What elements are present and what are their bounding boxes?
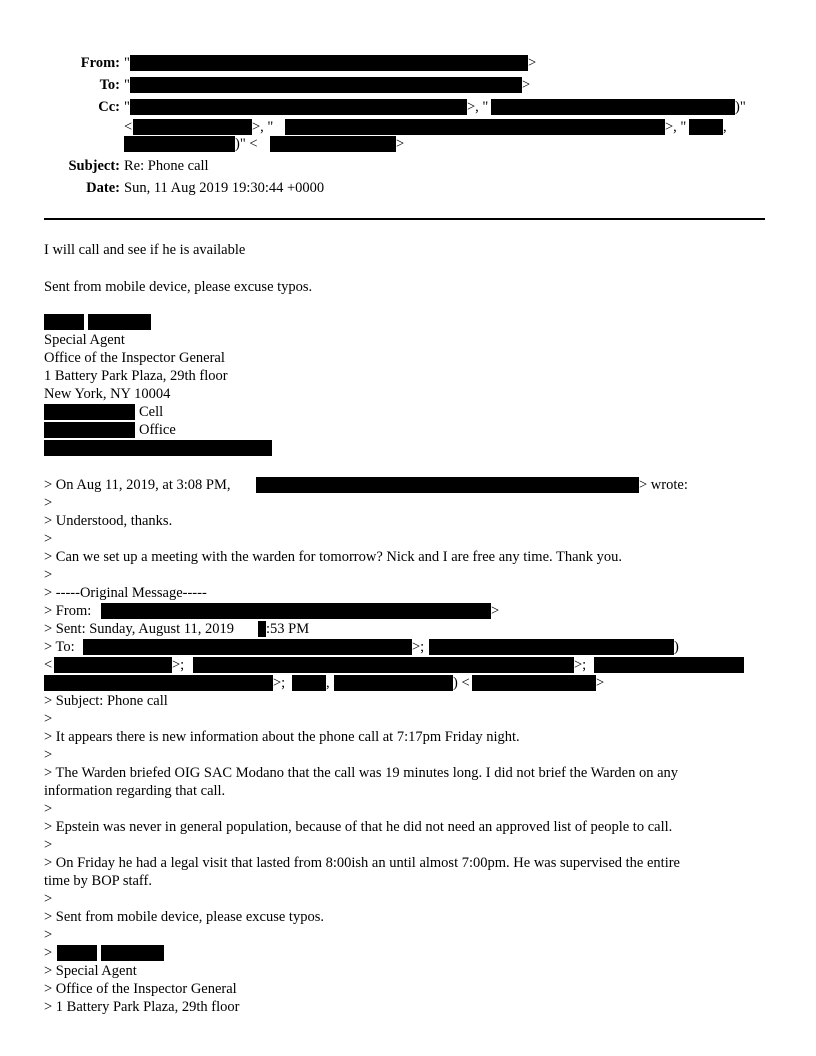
quote-line: > [44, 495, 53, 511]
from-quote: " [124, 55, 130, 71]
cc-sep: >, " [252, 119, 274, 135]
redaction-block [429, 639, 674, 655]
quote-line: >; [172, 657, 185, 673]
redaction-block [491, 99, 735, 115]
quote-line: > To: [44, 639, 75, 655]
quote-line: > 1 Battery Park Plaza, 29th floor [44, 999, 240, 1015]
cc-sep: >, " [467, 99, 489, 115]
to-angle: > [522, 77, 531, 93]
quote-line: < [44, 657, 53, 673]
redaction-block [334, 675, 453, 691]
quote-line: >; [574, 657, 587, 673]
from-angle: > [528, 55, 537, 71]
quote-line: > [44, 927, 53, 943]
cc-angle: < [124, 119, 133, 135]
quote-line: >; [412, 639, 425, 655]
subject-label: Subject: [68, 158, 120, 174]
redaction-block [256, 477, 639, 493]
signature-title: Special Agent [44, 332, 125, 348]
quote-line: >; [273, 675, 286, 691]
redaction-block [130, 99, 467, 115]
body-line: I will call and see if he is available [44, 242, 246, 258]
redaction-block [124, 136, 235, 152]
quote-line: > [491, 603, 500, 619]
redaction-block [258, 621, 266, 637]
quote-line: > [44, 891, 53, 907]
quote-line: , [326, 675, 330, 691]
quote-line: > [44, 747, 53, 763]
quote-line: > Can we set up a meeting with the warden for tomorrow? Nick and I are free any time. Thank you. [44, 549, 623, 565]
cc-sep: , [723, 119, 727, 135]
cc-quote: " [124, 99, 130, 115]
subject-value: Re: Phone call [124, 158, 209, 174]
quote-line: ) [674, 639, 679, 655]
cc-sep: )" < [235, 136, 258, 152]
redaction-block [101, 603, 491, 619]
quote-line: :53 PM [266, 621, 310, 637]
quote-line: > [44, 567, 53, 583]
quote-line: > Special Agent [44, 963, 137, 979]
redaction-block [130, 77, 522, 93]
cc-angle: > [396, 136, 405, 152]
signature-address: 1 Battery Park Plaza, 29th floor [44, 368, 228, 384]
redaction-block [285, 119, 665, 135]
cc-label: Cc: [98, 99, 120, 115]
redaction-block [594, 657, 744, 673]
redaction-block [44, 675, 273, 691]
redaction-block [193, 657, 574, 673]
quote-line: ) < [453, 675, 470, 691]
redaction-block [54, 657, 172, 673]
signature-org: Office of the Inspector General [44, 350, 225, 366]
quote-line: > It appears there is new information about the phone call at 7:17pm Friday night. [44, 729, 520, 745]
quote-line: > [44, 531, 53, 547]
signature-office-label: Office [139, 422, 176, 438]
to-label: To: [99, 77, 120, 93]
redaction-block [101, 945, 164, 961]
quote-line: > [44, 945, 53, 961]
quote-line: time by BOP staff. [44, 873, 152, 889]
quote-line: > Epstein was never in general population, because of that he did not need an approved list of people to call. [44, 819, 673, 835]
signature-cell-label: Cell [139, 404, 164, 420]
date-label: Date: [86, 180, 120, 196]
redaction-block [44, 422, 135, 438]
quote-line: > Understood, thanks. [44, 513, 173, 529]
quote-line: information regarding that call. [44, 783, 226, 799]
redaction-block [270, 136, 396, 152]
redaction-block [130, 55, 528, 71]
to-quote: " [124, 77, 130, 93]
quote-line: > The Warden briefed OIG SAC Modano that the call was 19 minutes long. I did not brief the Warden on any [44, 765, 679, 781]
from-label: From: [80, 55, 120, 71]
quote-line: > -----Original Message----- [44, 585, 207, 601]
redaction-block [472, 675, 596, 691]
quote-line: > wrote: [639, 477, 688, 493]
redaction-block [83, 639, 412, 655]
quote-line: > On Friday he had a legal visit that lasted from 8:00ish an until almost 7:00pm. He was supervised the entire [44, 855, 680, 871]
redaction-block [292, 675, 326, 691]
quote-line: > Sent from mobile device, please excuse typos. [44, 909, 324, 925]
quote-line: > [44, 711, 53, 727]
redaction-block [689, 119, 723, 135]
quote-line: > [44, 837, 53, 853]
redaction-block [88, 314, 151, 330]
redaction-block [44, 314, 84, 330]
redaction-block [133, 119, 252, 135]
redaction-block [44, 440, 272, 456]
quote-line: > From: [44, 603, 92, 619]
quote-line: > On Aug 11, 2019, at 3:08 PM, [44, 477, 231, 493]
cc-sep: )" [735, 99, 746, 115]
header-divider [44, 218, 765, 220]
quote-line: > [596, 675, 605, 691]
body-line: Sent from mobile device, please excuse typos. [44, 279, 313, 295]
date-value: Sun, 11 Aug 2019 19:30:44 +0000 [124, 180, 325, 196]
signature-address: New York, NY 10004 [44, 386, 171, 402]
quote-line: > Sent: Sunday, August 11, 2019 [44, 621, 234, 637]
cc-sep: >, " [665, 119, 687, 135]
quote-line: > [44, 801, 53, 817]
redaction-block [57, 945, 97, 961]
redaction-block [44, 404, 135, 420]
quote-line: > Office of the Inspector General [44, 981, 237, 997]
quote-line: > Subject: Phone call [44, 693, 168, 709]
